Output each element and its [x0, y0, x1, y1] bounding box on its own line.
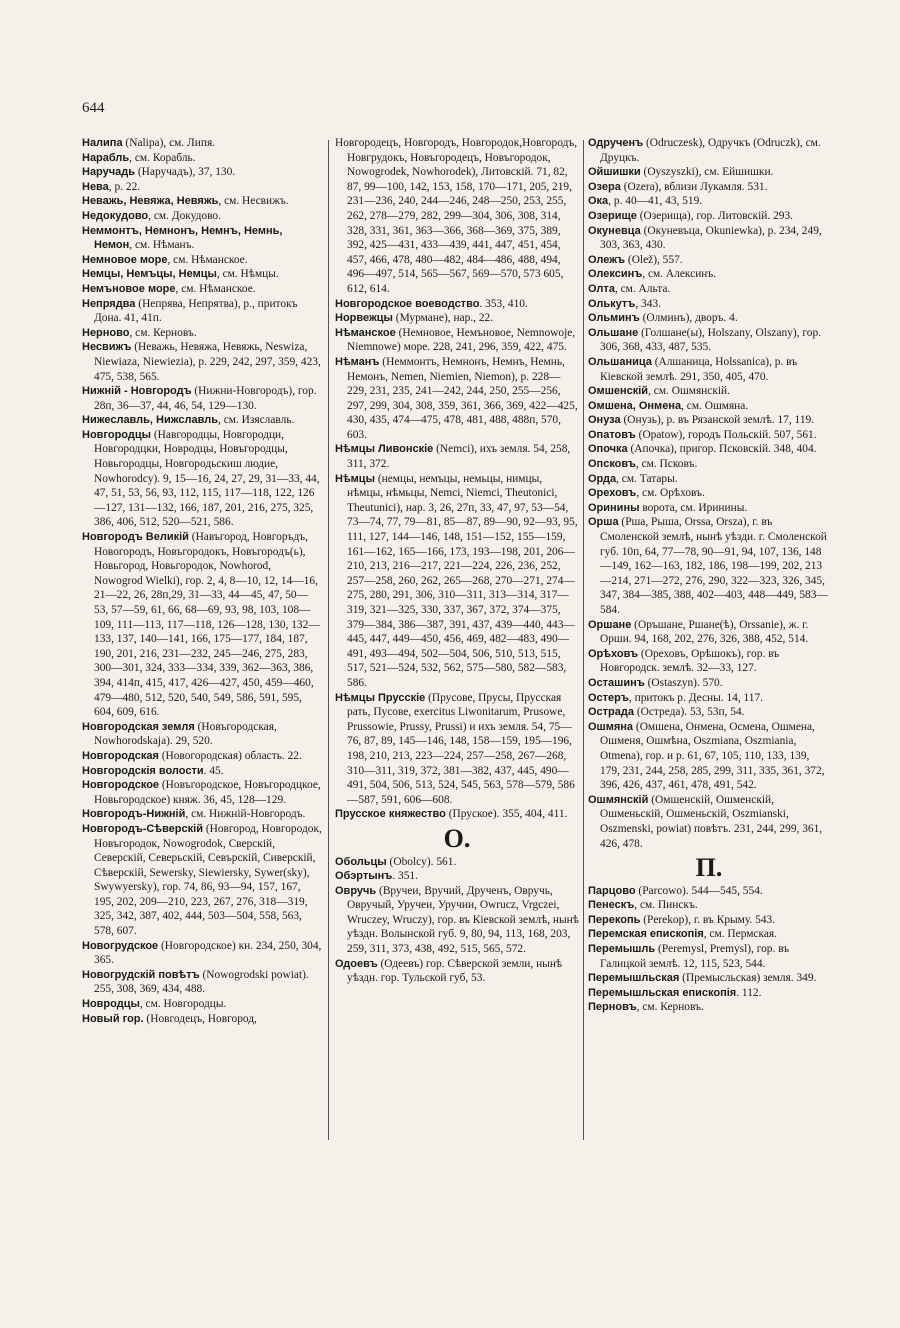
- entry-headword: Олежъ: [588, 253, 626, 266]
- entry-headword: Нѣманъ: [335, 355, 380, 368]
- index-entry: [588, 618, 830, 647]
- entry-text: (Премысльская) земля. 349.: [679, 972, 817, 985]
- index-entry: [588, 472, 830, 487]
- entry-headword: Опсковъ: [588, 458, 636, 471]
- index-entry: [588, 428, 830, 443]
- index-entry: [588, 442, 830, 457]
- entry-text: (Nemci), ихъ земля. 54, 258, 311, 372.: [347, 443, 571, 471]
- entry-headword: Ойшишки: [588, 166, 641, 179]
- entry-text: . 351.: [392, 870, 418, 883]
- entry-headword: Новогрудское: [82, 939, 159, 952]
- entry-headword: Оршане: [588, 618, 632, 631]
- entry-text: (Oyszyszki), см. Ейшишки.: [640, 166, 774, 179]
- entry-text: , см. Ошмянскій.: [648, 385, 730, 398]
- index-entry: [588, 209, 830, 224]
- index-entry: [588, 647, 830, 676]
- index-entry: [588, 793, 830, 851]
- index-entry: [588, 384, 830, 399]
- entry-text: (Новъгородское, Новъгородцкое, Новьгородское) княж. 36, 45, 128—129.: [94, 779, 321, 806]
- entry-headword: Перновъ: [588, 1001, 637, 1014]
- entry-text: (Opatow), городъ Польскій. 507, 561.: [635, 428, 817, 441]
- entry-headword: Нарабль: [82, 151, 130, 164]
- column-divider: [328, 140, 329, 1140]
- entry-headword: Омшена, Онмена: [588, 399, 682, 412]
- entry-text: (Навъгород, Новгоръдъ, Новогородъ, Новъгородокъ, Новъгородъ(ь), Новьгород, Новьгородок, Nowhorod, Nowogrod Wielki), гор. 2, 4, 8—10, 12, 14—16, 21—22, 26, 28п,29, 31—33, 44—45, 47, 50—53, 57—59, 61, 66, 68—69, 93, 98, 103, 108—109, 111—113, 117—118, 126—128, 130, 132—133, 137, 140—141, 166, 175—177, 184, 187, 190, 201, 216, 231—232, 245—246, 275, 283, 300—301, 324, 333—334, 339, 362—363, 386, 394, 414п, 415, 417, 426—427, 450, 459—460, 479—480, 512, 520, 540, 549, 586, 591, 595, 604, 609, 616.: [94, 531, 320, 719]
- entry-text: (Прусове, Прусы, Прусская рать, Пусове, exercitus Liwonitarum, Prusowe, Prussowie, Prussy, Prussi) и ихъ земля. 54, 75—76, 87, 89, 145—146, 148, 158—159, 195—196, 198, 210, 213, 223—224, 257—258, 267—268, 310—311, 319, 372, 381—382, 437, 445, 490—491, 504, 506, 513, 524, 545, 563, 578—579, 586—587, 591, 606—608.: [347, 691, 575, 806]
- index-entry: [82, 720, 322, 749]
- index-entry: [588, 913, 830, 928]
- entry-text: ворота, см. Иринины.: [639, 501, 748, 514]
- index-entry: [82, 1012, 322, 1027]
- index-entry: [588, 224, 830, 253]
- entry-headword: Новгородская: [82, 749, 159, 762]
- index-entry: [588, 457, 830, 472]
- entry-text: (Новгодецъ, Новгород,: [143, 1012, 257, 1025]
- entry-text: , см. Керновъ.: [636, 1001, 704, 1014]
- index-entry: [335, 326, 579, 355]
- entry-text: (Неважь, Невяжа, Невяжь, Neswiza, Niewiaza, Niewiezia), р. 229, 242, 297, 359, 423, 475, 538, 565.: [94, 341, 321, 383]
- entry-text: (Навгородцы, Новгородци, Новгородцки, Новродцы, Новъгородцы, Новьгородцы, Новгородьскиш людие, Nowhorodcy). 9, 15—16, 24, 27, 29, 31—33, 44, 47, 51, 53, 56, 93, 112, 115, 117—118, 122, 126—127, 131—132, 166, 187, 201, 216, 275, 325, 386, 406, 512, 520—521, 586.: [94, 428, 320, 529]
- entry-text: (Немновое, Немъновое, Nemnowoje, Niemnowe) море. 228, 241, 296, 359, 422, 475.: [347, 326, 576, 354]
- index-entry: [82, 340, 322, 384]
- index-entry: [82, 209, 322, 224]
- entry-text: (Мурмане), нар., 22.: [392, 312, 494, 325]
- index-entry: [82, 778, 322, 807]
- entry-text: (Омшена, Онмена, Осмена, Ошмена, Ошменя, Ошмѣна, Oszmiana, Oszmiania, Otmena), гор. и р. 61, 67, 105, 110, 133, 139, 179, 231, 244, 258, 285, 299, 311, 335, 361, 372, 396, 426, 437, 461, 478, 491, 542.: [600, 720, 825, 792]
- entry-text: , см. Новгородцы.: [139, 998, 227, 1011]
- entry-text: (Окуневъца, Okuniewka), р. 234, 249, 303, 363, 430.: [600, 224, 822, 252]
- entry-headword: Ольминъ: [588, 312, 640, 325]
- index-entry: [82, 326, 322, 341]
- page-number: 644: [82, 100, 105, 116]
- entry-headword: Омшенскій: [588, 385, 649, 398]
- index-entry: [335, 855, 579, 870]
- entry-text: (Апочка), пригор. Псковскій. 348, 404.: [627, 443, 817, 456]
- entry-text: (Омшенскій, Ошменскій, Ошменьскій, Ошменьскій, Oszmianski, Oszmenski, powiat) повѣтъ. 231, 244, 299, 361, 426, 478.: [600, 793, 823, 850]
- index-entry: [82, 224, 322, 253]
- entry-text: (Вручеи, Вручий, Друченъ, Овручь, Овручый, Уручеи, Уручии, Owrucz, Vrgczei, Wruczey, Wruczy), гор. въ Кіевской землѣ, нынѣ уѣздн. Волынской губ. 9, 80, 94, 113, 168, 203, 259, 311, 373, 438, 492, 515, 565, 572.: [347, 884, 579, 956]
- index-entry: [588, 720, 830, 793]
- entry-headword: Парцово: [588, 884, 636, 897]
- entry-text: , см. Докудово.: [148, 209, 221, 222]
- index-entry: [335, 884, 579, 957]
- entry-headword: Одрученъ: [588, 137, 644, 149]
- entry-text: , см. Корабль.: [129, 151, 196, 164]
- index-entry: [588, 927, 830, 942]
- entry-headword: Новгородскія волости: [82, 764, 204, 777]
- entry-headword: Овручь: [335, 884, 377, 897]
- entry-headword: Налипа: [82, 137, 123, 149]
- index-entry: [82, 749, 322, 764]
- entry-headword: Нижній - Новгородъ: [82, 385, 192, 398]
- entry-headword: Неммонтъ, Немнонъ, Немнъ, Немнь, Немон: [82, 224, 283, 252]
- entry-headword: Пенескъ: [588, 899, 635, 912]
- index-entry: [335, 691, 579, 808]
- index-entry: [588, 884, 830, 899]
- entry-text: (Peremysl, Premysl), гор. въ Галицкой землѣ. 12, 115, 523, 544.: [600, 943, 790, 970]
- entry-text: (Оръшане, Ршане(ѣ), Orssanie), ж. г. Орши. 94, 168, 202, 276, 326, 388, 452, 514.: [600, 618, 809, 646]
- entry-headword: Окуневца: [588, 224, 641, 237]
- entry-text: , см. Орѣховъ.: [636, 487, 705, 500]
- index-entry: [588, 399, 830, 414]
- index-entry: [588, 942, 830, 971]
- index-entry: [588, 165, 830, 180]
- index-entry: [82, 151, 322, 166]
- entry-headword: Одоевъ: [335, 957, 378, 970]
- section-letter: О.: [443, 823, 471, 853]
- entry-text: (Perekop), г. въ Крыму. 543.: [640, 913, 776, 926]
- entry-text: Новгородецъ, Новгородъ, Новгородок,Новгородъ, Новгрудокъ, Новъгородецъ, Новъгородок, Nowogrodek, Nowhorodek), Литовскій. 71, 82, 87, 99—100, 142, 153, 158, 170—171, 205, 219, 231—236, 240, 244—246, 248—250, 253, 255, 262, 278—279, 282, 299—304, 306, 308, 314, 328, 331, 361, 363—366, 368—369, 375, 389, 392, 425—431, 433—439, 441, 447, 451, 454, 457, 466, 478, 480—482, 484—486, 488, 494, 496—497, 514, 565—567, 569—570, 573 605, 612, 614.: [335, 137, 578, 295]
- index-entry: [82, 968, 322, 997]
- entry-headword: Несвижъ: [82, 341, 132, 354]
- section-letter: П.: [695, 853, 723, 883]
- entry-headword: Нижеславль, Нижславль: [82, 414, 218, 427]
- index-entry: [82, 180, 322, 195]
- entry-headword: Олексинъ: [588, 268, 643, 281]
- entry-text: , притокъ р. Десны. 14, 117.: [628, 691, 764, 704]
- index-entry: [588, 486, 830, 501]
- entry-headword: Опатовъ: [588, 428, 636, 441]
- entry-headword: Ошмянскій: [588, 793, 649, 806]
- entry-text: , см. Альта.: [614, 282, 671, 295]
- entry-text: (Odruczesk), Одручкъ (Odruczk), см. Друцкъ.: [600, 137, 821, 164]
- entry-headword: Нерново: [82, 326, 130, 339]
- entry-text: (Голшане(ы), Holszany, Olszany), гор. 306, 368, 433, 487, 535.: [600, 326, 822, 354]
- entry-headword: Перемышль: [588, 943, 656, 956]
- entry-text: (Озерища), гор. Литовскій. 293.: [636, 209, 794, 222]
- entry-text: , см. Нѣманское.: [167, 253, 248, 266]
- entry-headword: Нѣманское: [335, 326, 396, 339]
- index-entry: [335, 136, 579, 297]
- index-entry: [82, 764, 322, 779]
- entry-headword: Новый гор.: [82, 1012, 144, 1025]
- entry-text: , р. 40—41, 43, 519.: [608, 195, 703, 208]
- index-entry: [588, 282, 830, 297]
- entry-headword: Ольшаница: [588, 355, 652, 368]
- entry-text: (Рша, Рыша, Orssa, Orsza), г. въ Смоленской землѣ, нынѣ уѣзди. г. Смоленской губ. 10п, 64, 77—78, 90—91, 94, 107, 136, 148—149, 162—163, 182, 186, 198—199, 202, 213—214, 271—272, 276, 290, 322—323, 326, 345, 347, 384—385, 388, 402—403, 448—449, 583—584.: [600, 516, 828, 616]
- entry-text: , см. Нѣманъ.: [129, 239, 195, 252]
- entry-text: (Новъгородская, Nowhorodskaja). 29, 520.: [94, 720, 277, 748]
- index-entry: [82, 530, 322, 720]
- index-entry: [588, 676, 830, 691]
- entry-text: , р. 22.: [108, 180, 141, 193]
- entry-text: (Olež), 557.: [625, 253, 683, 266]
- index-entry: [82, 253, 322, 268]
- entry-headword: Ореховъ: [588, 487, 637, 500]
- entry-text: . 112.: [736, 986, 762, 999]
- index-entry: [588, 705, 830, 720]
- entry-text: , см. Пермская.: [703, 928, 777, 941]
- index-entry: [82, 997, 322, 1012]
- entry-headword: Новродцы: [82, 998, 140, 1011]
- column-divider: [583, 140, 584, 1140]
- entry-headword: Острада: [588, 706, 634, 719]
- entry-text: (немцы, немъцы, немьцы, нимцы, нѣмцы, нѣмьцы, Nemci, Niemci, Theutonici, Theutunici), нар. 3, 26, 27п, 33, 47, 97, 53—54, 73—74, 77, 79—81, 85—87, 89—90, 92—93, 95, 111, 127, 144—146, 148, 151—152, 155—159, 161—162, 165—166, 173, 193—198, 201, 206—210, 213, 216—217, 221—224, 226, 236, 252, 257—258, 260, 262, 265—268, 270—271, 274—275, 280, 291, 306, 310—311, 313—314, 317—319, 321—325, 330, 337, 367, 372, 374—375, 379—384, 386—387, 391, 437, 439—440, 443—445, 447, 449—450, 456, 469, 482—483, 490—491, 493—494, 502—504, 506, 510, 513, 515, 517, 521—524, 532, 562, 575—580, 582—583, 586.: [347, 472, 578, 689]
- index-entry: [335, 957, 579, 986]
- entry-text: . 353, 410.: [479, 297, 528, 310]
- entry-text: . 45.: [203, 764, 224, 777]
- entry-text: (Одеевъ) гор. Сѣверской земли, нынѣ уѣздн. гор. Тульской губ, 53.: [347, 957, 563, 985]
- entry-headword: Озера: [588, 180, 621, 193]
- index-entry: [335, 442, 579, 471]
- entry-headword: Немновое море: [82, 253, 168, 266]
- index-entry: [82, 413, 322, 428]
- entry-text: , см. Пинскъ.: [634, 899, 698, 912]
- entry-text: , см. Нѣмцы.: [216, 268, 279, 281]
- index-entry: [588, 515, 830, 617]
- index-entry: [588, 971, 830, 986]
- index-entry: [82, 136, 322, 151]
- entry-text: , см. Псковъ.: [635, 458, 698, 471]
- entry-text: , см. Изяславль.: [218, 414, 295, 427]
- entry-text: , см. Алексинъ.: [642, 268, 717, 281]
- index-entry: [82, 194, 322, 209]
- index-entry: [335, 807, 579, 822]
- entry-headword: Нева: [82, 180, 109, 193]
- entry-headword: Остеръ: [588, 691, 629, 704]
- index-column-3: [588, 136, 830, 1015]
- entry-text: , см. Нѣманское.: [175, 282, 256, 295]
- entry-headword: Норвежцы: [335, 312, 393, 325]
- entry-text: (Олминъ), дворъ. 4.: [639, 312, 738, 325]
- entry-text: , см. Ошмяна.: [681, 399, 749, 412]
- entry-headword: Перемышльская епископія: [588, 986, 737, 999]
- entry-text: (Пруское). 355, 404, 411.: [445, 808, 568, 821]
- index-entry: [588, 253, 830, 268]
- entry-text: (Наручадъ), 37, 130.: [135, 166, 236, 179]
- entry-text: , см. Нижній-Новгородъ.: [185, 808, 306, 821]
- index-entry: [588, 267, 830, 282]
- entry-headword: Прусское княжество: [335, 808, 446, 821]
- index-entry: [82, 807, 322, 822]
- index-entry: [335, 355, 579, 443]
- entry-headword: Озерище: [588, 209, 637, 222]
- index-entry: [82, 428, 322, 530]
- entry-text: (Naliра), см. Липя.: [122, 137, 216, 149]
- index-entry: [335, 472, 579, 691]
- entry-text: (Неммонтъ, Немнонъ, Немнъ, Немнь, Немонъ, Nemen, Niemien, Niemon), р. 228—229, 231, 235, 241—242, 244, 250, 255—256, 297, 299, 304, 308, 359, 361, 366, 369, 422—425, 430, 435, 474—475, 478, 481, 488, 488п, 570, 603.: [347, 355, 578, 441]
- entry-text: (Новгород, Новгородок, Новъгородок, Nowogrodok, Сверскій, Северскій, Северьскій, Севърскій, Сиверскій, Сѣверскій, Sewersky, Siewiersky, Sywer(sky), Swywyersky), гор. 74, 86, 93—94, 157, 167, 195, 202, 209—210, 223, 267, 276, 318—319, 325, 342, 387, 402, 444, 503—504, 558, 563, 578, 607.: [94, 822, 322, 938]
- entry-text: (Новгородское) кн. 234, 250, 304, 365.: [94, 939, 322, 967]
- entry-text: (Ostaszyn). 570.: [644, 676, 723, 689]
- entry-headword: Непрядва: [82, 297, 136, 310]
- index-entry: [335, 869, 579, 884]
- entry-headword: Перемская епископія: [588, 928, 704, 941]
- entry-text: , см. Несвижъ.: [218, 195, 289, 208]
- entry-headword: Наручадь: [82, 166, 136, 179]
- entry-text: (Остреда). 53, 53п, 54.: [634, 706, 745, 719]
- index-entry: [588, 691, 830, 706]
- entry-text: (Онузь), р. въ Рязанской землѣ. 17, 119.: [620, 414, 815, 427]
- index-entry: [588, 413, 830, 428]
- entry-headword: Олта: [588, 282, 615, 295]
- entry-headword: Неважь, Невяжа, Невяжь: [82, 195, 219, 208]
- index-entry: [82, 267, 322, 282]
- index-entry: [82, 165, 322, 180]
- entry-headword: Орѣховъ: [588, 647, 639, 660]
- entry-headword: Олькутъ: [588, 297, 636, 310]
- entry-headword: Перекопь: [588, 913, 641, 926]
- entry-text: , см. Керновъ.: [129, 326, 197, 339]
- index-entry: [82, 939, 322, 968]
- index-entry: [588, 180, 830, 195]
- index-entry: [588, 501, 830, 516]
- index-entry: [588, 1000, 830, 1015]
- index-entry: [82, 384, 322, 413]
- entry-text: (Новогородская) область. 22.: [158, 749, 302, 762]
- entry-text: , 343.: [635, 297, 661, 310]
- entry-headword: Перемышльская: [588, 972, 680, 985]
- entry-headword: Новогрудскій повѣтъ: [82, 968, 200, 981]
- index-entry: [588, 986, 830, 1001]
- entry-text: , см. Татары.: [616, 472, 678, 485]
- index-entry: [335, 311, 579, 326]
- entry-headword: Нѣмцы: [335, 472, 375, 485]
- entry-headword: Новгородъ-Нижній: [82, 808, 186, 821]
- entry-headword: Новгородъ-Сѣверскій: [82, 822, 203, 835]
- entry-headword: Обэртынъ: [335, 870, 393, 883]
- entry-headword: Недокудово: [82, 209, 149, 222]
- entry-headword: Ольшане: [588, 326, 639, 339]
- entry-text: (Непрява, Непрятва), р., притокъ Дона. 41, 41п.: [94, 297, 298, 325]
- index-entry: [588, 194, 830, 209]
- index-entry: [82, 297, 322, 326]
- entry-headword: Новгородское воеводство: [335, 297, 480, 310]
- entry-headword: Новгородское: [82, 779, 160, 792]
- index-entry: [588, 311, 830, 326]
- index-entry: [82, 822, 322, 939]
- entry-headword: Орда: [588, 472, 617, 485]
- index-entry: [588, 355, 830, 384]
- entry-text: (Ozera), вблизи Лукамля. 531.: [620, 180, 768, 193]
- entry-headword: Онуза: [588, 414, 621, 427]
- entry-headword: Обольцы: [335, 855, 387, 868]
- index-entry: [588, 136, 830, 165]
- index-entry: [588, 898, 830, 913]
- entry-text: (Алшаница, Holssanica), р. въ Кіевской землѣ. 291, 350, 405, 470.: [600, 355, 798, 383]
- index-entry: [82, 282, 322, 297]
- entry-text: (Parcowo). 544—545, 554.: [635, 884, 763, 897]
- entry-text: (Nowogrodski powiat). 255, 308, 369, 434, 488.: [94, 968, 309, 996]
- entry-headword: Орша: [588, 516, 619, 529]
- entry-headword: Новгородская земля: [82, 720, 195, 733]
- entry-headword: Немцы, Немъцы, Немцы: [82, 268, 217, 281]
- entry-text: (Ореховъ, Орѣшокъ), гор. въ Новгородск. землѣ. 32—33, 127.: [600, 647, 780, 675]
- entry-headword: Опочка: [588, 443, 628, 456]
- entry-headword: Нѣмцы Прусскіе: [335, 691, 426, 704]
- entry-text: (Нижни-Новгородъ), гор. 28п, 36—37, 44, 46, 54, 129—130.: [94, 385, 317, 412]
- entry-headword: Новгородъ Великій: [82, 531, 189, 544]
- index-entry: [335, 297, 579, 312]
- entry-headword: Ошмяна: [588, 720, 634, 733]
- entry-headword: Немъновое море: [82, 282, 176, 295]
- index-entry: [588, 326, 830, 355]
- index-column-1: [82, 136, 322, 1026]
- index-entry: [588, 297, 830, 312]
- entry-text: (Obolcy). 561.: [386, 855, 457, 868]
- entry-headword: Нѣмцы Ливонскіе: [335, 443, 434, 456]
- entry-headword: Новгородцы: [82, 428, 152, 441]
- entry-headword: Осташинъ: [588, 676, 645, 689]
- entry-headword: Ока: [588, 195, 609, 208]
- index-column-2: [335, 136, 579, 986]
- entry-headword: Оринины: [588, 501, 640, 514]
